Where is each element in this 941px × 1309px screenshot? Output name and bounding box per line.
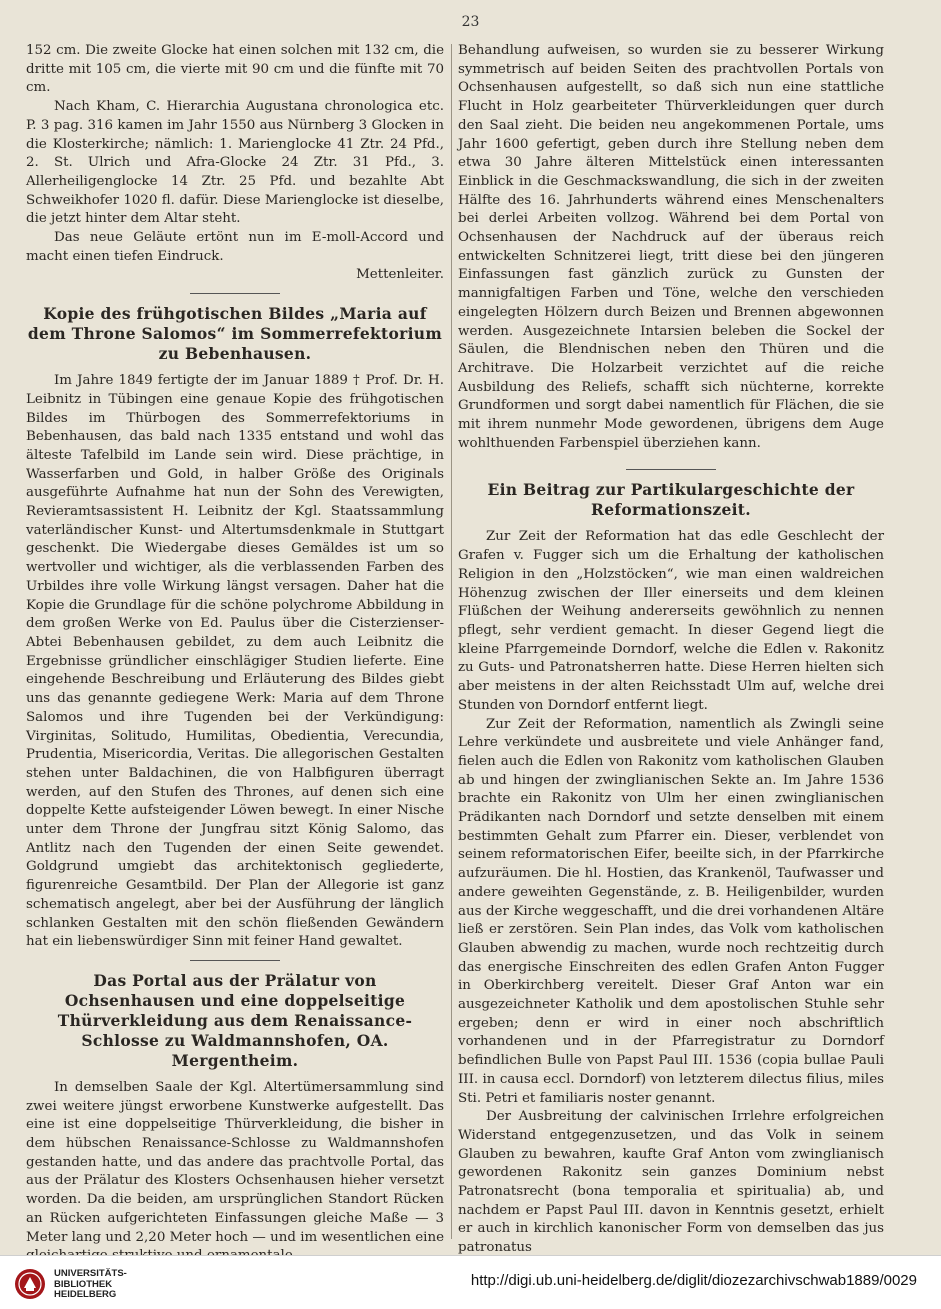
paragraph: Nach Kham, C. Hierarchia Augustana chronologica etc. P. 3 pag. 316 kamen im Jahr 1550 aus Nürnberg 3 Glocken in die Klosterkirche; nämlich: 1. Marienglocke 41 Ztr. 24 Pfd., 2. St. Ulrich und Afra-Glocke 24 Ztr. 31 Pfd., 3. Allerheiligenglocke 14 Ztr. 25 Pfd. und bezahlte Abt Schweikhofer 1020 fl. dafür. Diese Marienglocke ist dieselbe, die jetzt hinter dem Altar steht. <box>26 99 444 227</box>
page-url[interactable]: http://digi.ub.uni-heidelberg.de/diglit/diozezarchivschwab1889/0029 <box>470 1272 917 1289</box>
article-heading: Das Portal aus der Prälatur von Ochsenhausen und eine doppelseitige Thürverkleidung aus dem Renaissance-Schlosse zu Waldmannshofen, OA. Mergentheim. <box>57 970 413 1070</box>
section-divider <box>190 960 280 961</box>
paragraph: In demselben Saale der Kgl. Altertümersammlung sind zwei weitere jüngst erworbene Kunstwerke aufgestellt. Das eine ist eine doppelseitige Thürverkleidung, die bisher in dem hübschen Renaissance-Schlosse zu Waldmannshofen gestanden hatte, und das andere das prachtvolle Portal, das aus der Prälatur des Klosters Ochsenhausen hieher versetzt worden. Da die beiden, am ursprünglichen Standort Rücken an Rücken aufgerichteten Einfassungen gleiche Maße — 3 Meter lang und 2,20 Meter hoch — und im wesentlichen eine <box>26 1079 444 1245</box>
article-heading: Ein Beitrag zur Partikulargeschichte der Reformationszeit. <box>487 480 855 520</box>
article-heading: Kopie des frühgotischen Bildes „Maria auf dem Throne Salomos“ im Sommerrefektorium zu Bebenhausen. <box>27 304 443 364</box>
institution-name[interactable]: UNIVERSITÄTS- BIBLIOTHEK HEIDELBERG <box>54 1268 127 1300</box>
right-column <box>458 42 884 1256</box>
viewer-footer <box>0 1255 941 1309</box>
page-number: 23 <box>461 14 480 30</box>
column-divider <box>451 44 452 1239</box>
heidelberg-university-seal-icon[interactable] <box>14 1268 46 1300</box>
paragraph: 152 cm. Die zweite Glocke hat einen solchen mit 132 cm, die dritte mit 105 cm, die vierte mit 90 cm und die fünfte mit 70 cm. <box>26 43 444 96</box>
paragraph: Das neue Geläute ertönt nun im E-moll-Accord und macht einen tiefen Eindruck. <box>26 230 444 264</box>
paragraph: Der Ausbreitung der calvinischen Irrlehre erfolgreichen Widerstand entgegenzusetzen, und das Volk in seinem Glauben zu bewahren, kaufte Graf Anton vom zwinglianisch gewordenen Rakonitz sein ganzes Dominium nebst Patronatsrecht (bona temporalia et spiritualia) ab, und nachdem er Papst Paul III. davon in Kenntnis gesetzt, erhielt er auch in kirchlich kanonischer Form von demselben das jus patronatus <box>458 1109 884 1256</box>
paragraph: Zur Zeit der Reformation, namentlich als Zwingli seine Lehre verkündete und ausbreitete und viele Anhänger fand, fielen auch die Edlen von Rakonitz vom katholischen Glauben ab und hingen der zwinglianischen Sekte an. Im Jahre 1536 brachte ein Rakonitz von Ulm her einen zwinglianischen Prädikanten nach Dorndorf und setzte denselben mit einem bestimmten Gehalt zum Pfarrer ein. Dieser, verblendet von seinem reformatorischen Eifer, beeilte sich, in der Pfarrkirche aufzuräumen. Die hl. Hostien, das Krankenöl, Taufwasser und andere geweihten Gegenstände, z. B. Heiligenbilder, wurden aus der Kirche weggeschafft, und die drei vorhandenen Altäre ließ er zerstören. Sein Plan indes, das Volk vom katholischen Glauben abwendig zu machen, wurde noch rechtzeitig durch das energische Einschreiten des edlen Grafen Anton Fugger in Oberkirchberg vereitelt. Dieser Graf Anton war ein ausgezeichneter Katholik und dem apostolischen Stuhle sehr ergeben; denn er wird in einer noch abschriftlich vorhandenen und in der Pfarregistratur zu Dorndorf befindlichen Bulle von Papst Paul III. 1536 (copia bullae Pauli III. in causa eccl. Dorndorf) von letzterem dilectus filius, miles Sti. Petri et familiaris noster genannt. <box>458 716 884 1106</box>
section-divider <box>626 469 716 470</box>
paragraph: Im Jahre 1849 fertigte der im Januar 1889 † Prof. Dr. H. Leibnitz in Tübingen eine genaue Kopie des frühgotischen Bildes im Thürbogen des Sommerrefektoriums in Bebenhausen, das bald nach 1335 entstand und wohl das älteste Tafelbild im Lande sein wird. Diese prächtige, in Wasserfarben und Gold, in halber Größe des Originals ausgeführte Aufnahme hat nun der Sohn des Verewigten, Revieramtsassistent H. Leibnitz der Kgl. Staatssammlung vaterländischer Kunst- und Altertumsdenkmale in Stuttgart geschenkt. Die Wiedergabe dieses Gemäldes ist um so wertvoller und wichtiger, als die verblassenden Farben des Urbildes ihre volle Wirkung längst versagen. Daher hat die Kopie die Grundlage für die schöne polychrome Abbildung in dem großen Werke von Ed. Paulus über die Cisterzienser-Abtei Bebenhausen gebildet, zu dem auch Leibnitz die Ergebnisse gründlicher einschlägiger Studien lieferte. Eine eingehende Beschreibung und Erläuterung des Bildes giebt uns das genannte gediegene Werk: Maria auf dem Throne Salomos und ihre Tugenden bei der Verkündigung: Virginitas, Solitudo, Humilitas, Obedientia, Verecundia, Prudentia, Misericordia, Veritas. Die allegorischen Gestalten stehen unter Baldachinen, die von Halbfiguren überragt werden, auf den Stufen des Thrones, auf denen sich eine doppelte Kette aufsteigender Löwen bewegt. In einer Nische unter dem Throne der Jungfrau sitzt König Salomo, das Antlitz nach den Tugenden der einen Seite gewendet. Goldgrund umgiebt das architektonisch gegliederte, figurenreiche Gesamtbild. Der Plan der Allegorie ist ganz schematisch angelegt, aber bei der Ausführung der länglich schlanken Gestalten mit den schön fließenden Gewändern hat ein liebenswürdiger Sinn mit feiner Hand gewaltet. <box>26 373 444 950</box>
paragraph: Zur Zeit der Reformation hat das edle Geschlecht der Grafen v. Fugger sich um die Erhaltung der katholischen Religion in den „Holzstöcken“, wie man einen waldreichen Höhenzug zwischen der Iller einerseits und dem kleinen Flüßchen der Weihung andererseits gewöhnlich zu nennen pflegt, sehr verdient gemacht. In dieser Gegend liegt die kleine Pfarrgemeinde Dorndorf, welche die Edlen v. Rakonitz zu Guts- und Patronatsherren hatte. Diese Herren hielten sich aber meistens in der alten Reichsstadt Ulm auf, welche drei Stunden von Dorndorf entfernt liegt. <box>458 529 884 713</box>
section-divider <box>190 293 280 294</box>
paragraph: Behandlung aufweisen, so wurden sie zu besserer Wirkung symmetrisch auf beiden Seiten des prachtvollen Portals von Ochsenhausen aufgestellt, so daß sich nun eine stattliche Flucht in Holz gearbeiteter Thürverkleidungen quer durch den Saal zieht. Die beiden neu angekommenen Portale, ums Jahr 1600 gefertigt, geben durch ihre Stellung neben dem etwa 30 Jahre älteren Mittelstück einen interessanten Einblick in die Geschmackswandlung, die sich in der zweiten Hälfte des 16. Jahrhunderts während eines Menschenalters bei derlei Arbeiten vollzog. Während bei dem Portal von Ochsenhausen der Nachdruck auf der überaus reich entwickelten Schnitzerei liegt, tritt diese bei den jüngeren Einfassungen fast gänzlich zurück zu Gunsten der mannigfaltigen Farben und Töne, welche den verschieden eingelegten Hölzern durch Beizen und Brennen abgewonnen werden. Ausgezeichnete Intarsien beleben die Sockel der Säulen, die Blendnischen neben den Thüren und die Architrave. Die Holzarbeit verzichtet auf die reiche Ausbildung des Reliefs, schafft sich nüchterne, korrekte Grundformen und sorgt dabei namentlich für Flächen, die sie mit ihrem nunmehr Mode gewordenen, übrigens dem Auge wohlthuenden Farbenspiel überziehen kann. <box>458 43 884 451</box>
left-column <box>26 42 444 1245</box>
signature: Mettenleiter. <box>356 267 444 283</box>
